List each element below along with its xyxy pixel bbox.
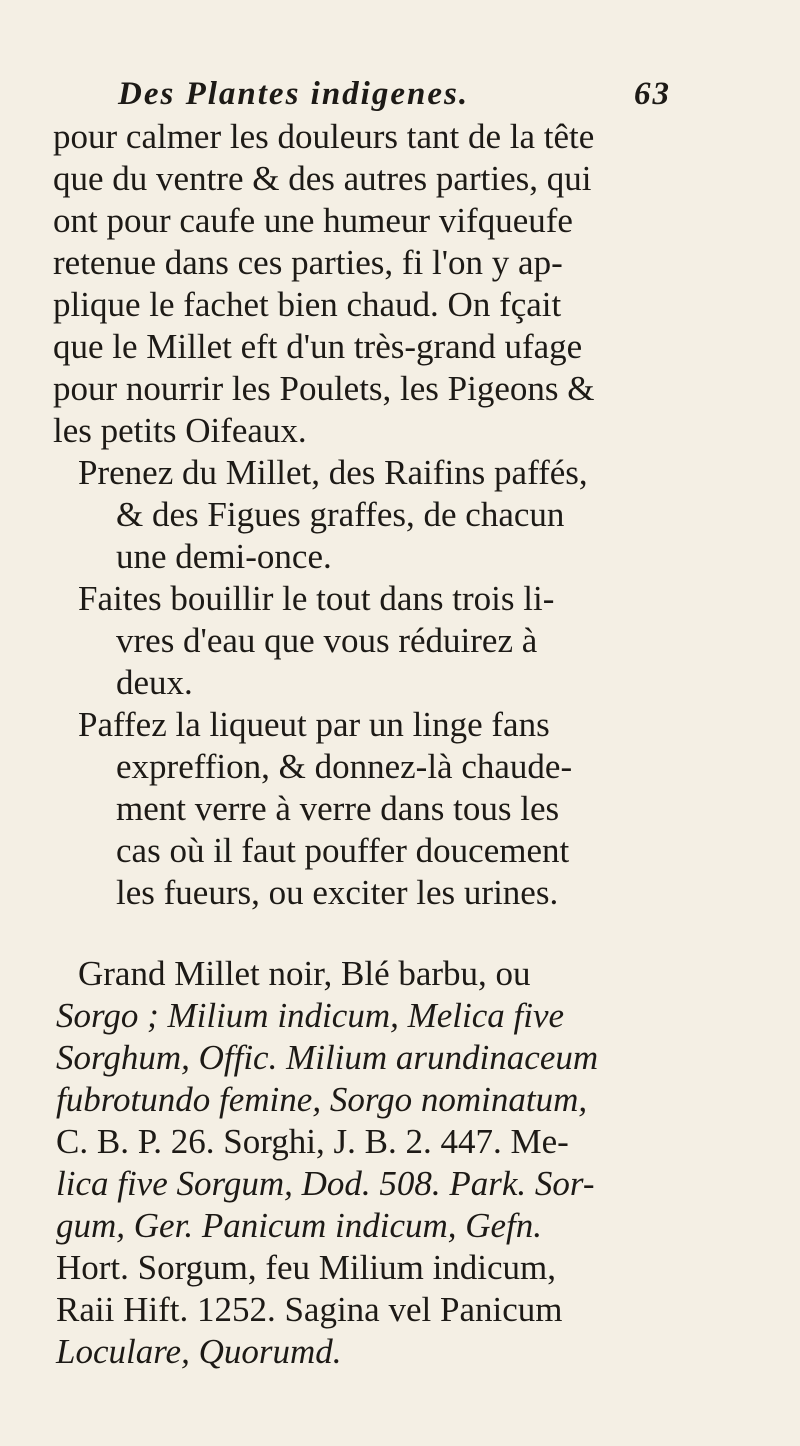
- entry-line: C. B. P. 26. Sorghi, J. B. 2. 447. Me-: [56, 1122, 569, 1161]
- entry-line: Raii Hift. 1252. Sagina vel Panicum: [56, 1290, 563, 1329]
- entry-line: Grand Millet noir, Blé barbu, ou: [78, 954, 531, 993]
- entry-line: fubrotundo femine, Sorgo nominatum,: [56, 1080, 588, 1119]
- text-line: retenue dans ces parties, fi l'on y ap-: [53, 243, 563, 282]
- page-number: 63: [634, 76, 671, 112]
- text-line: les petits Oifeaux.: [53, 411, 307, 450]
- text-line: plique le fachet bien chaud. On fçait: [53, 285, 562, 324]
- text-line: pour nourrir les Poulets, les Pigeons &: [53, 369, 595, 408]
- text-line: que le Millet eft d'un très-grand ufage: [53, 327, 583, 366]
- running-header: [118, 76, 798, 116]
- recipe-line: Paffez la liqueut par un linge fans: [78, 705, 550, 744]
- recipe-line: Faites bouillir le tout dans trois li-: [78, 579, 555, 618]
- recipe-line: Prenez du Millet, des Raifins paffés,: [78, 453, 588, 492]
- recipe-line: une demi-once.: [116, 537, 332, 576]
- entry-line: gum, Ger. Panicum indicum, Gefn.: [56, 1206, 543, 1245]
- recipe-line: vres d'eau que vous réduirez à: [116, 621, 538, 660]
- entry-line: Loculare, Quorumd.: [56, 1332, 342, 1371]
- header-title: Des Plantes indigenes.: [118, 76, 470, 112]
- recipe-line: deux.: [116, 663, 193, 702]
- text-line: que du ventre & des autres parties, qui: [53, 159, 592, 198]
- recipe-line: cas où il faut pouffer doucement: [116, 831, 570, 870]
- recipe-line: expreffion, & donnez-là chaude-: [116, 747, 573, 786]
- recipe-line: les fueurs, ou exciter les urines.: [116, 873, 559, 912]
- recipe-line: ment verre à verre dans tous les: [116, 789, 560, 828]
- entry-line: Sorgo ; Milium indicum, Melica five: [56, 996, 565, 1035]
- entry-line: lica five Sorgum, Dod. 508. Park. Sor-: [56, 1164, 595, 1203]
- text-line: pour calmer les douleurs tant de la tête: [53, 117, 595, 156]
- entry-line: Sorghum, Offic. Milium arundinaceum: [56, 1038, 599, 1077]
- recipe-line: & des Figues graffes, de chacun: [116, 495, 565, 534]
- entry-line: Hort. Sorgum, feu Milium indicum,: [56, 1248, 557, 1287]
- text-line: ont pour caufe une humeur vifqueufe: [53, 201, 573, 240]
